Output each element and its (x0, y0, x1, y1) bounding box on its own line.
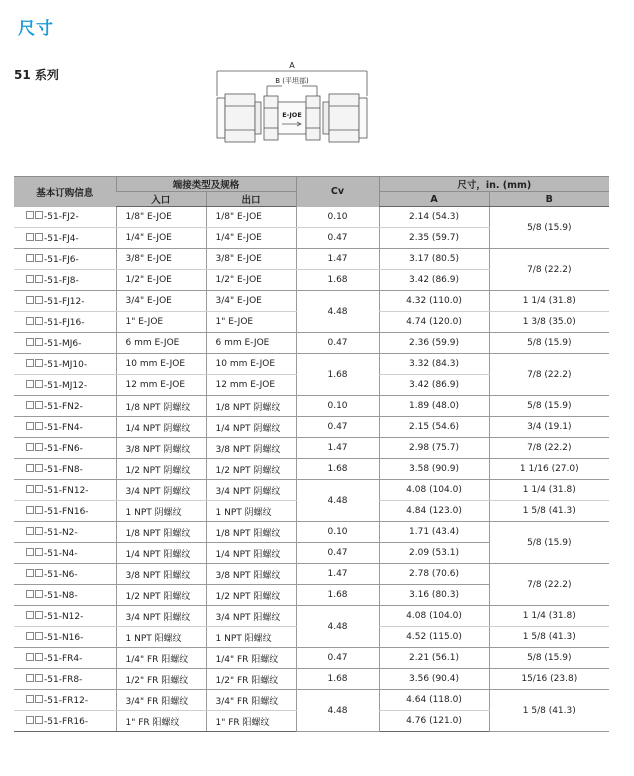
inlet-cell: 1 NPT 阴螺纹 (116, 501, 206, 522)
inlet-cell: 1/4 NPT 阳螺纹 (116, 543, 206, 564)
inlet-cell: 1 NPT 阳螺纹 (116, 627, 206, 648)
order-code: -51-FJ6- (44, 254, 79, 265)
dimension-b-cell: 1 5/8 (41.3) (489, 627, 609, 648)
dimension-a-cell: 4.76 (121.0) (379, 711, 489, 732)
dimension-b-cell: 7/8 (22.2) (489, 354, 609, 396)
outlet-cell: 1/2" FR 阳螺纹 (206, 669, 296, 690)
placeholder-box-icon (35, 590, 43, 598)
placeholder-box-icon (26, 695, 34, 703)
inlet-cell: 1/8 NPT 阴螺纹 (116, 396, 206, 417)
series-heading: 51 系列 (14, 68, 59, 82)
order-code: -51-N2- (44, 527, 78, 538)
inlet-cell: 6 mm E-JOE (116, 333, 206, 354)
dimension-b-cell: 1 1/4 (31.8) (489, 606, 609, 627)
order-code: -51-FR12- (44, 695, 89, 706)
order-code: -51-FR4- (44, 653, 83, 664)
placeholder-box-icon (26, 317, 34, 325)
inlet-cell: 3/8" E-JOE (116, 249, 206, 270)
placeholder-box-icon (26, 254, 34, 262)
placeholder-box-icon (26, 211, 34, 219)
dimension-b-cell: 1 1/4 (31.8) (489, 291, 609, 312)
order-code-cell (14, 333, 116, 354)
order-code-cell (14, 564, 116, 585)
placeholder-box-icon (26, 674, 34, 682)
dimension-a-cell: 4.08 (104.0) (379, 480, 489, 501)
placeholder-box-icon (35, 211, 43, 219)
header-end-connection: 端接类型及规格 (116, 177, 296, 192)
header-outlet: 出口 (206, 192, 296, 207)
cv-cell: 1.68 (296, 459, 379, 480)
table-row (14, 438, 609, 459)
header-order-info: 基本订购信息 (14, 177, 116, 207)
dimension-b-label: B (平坦部) (275, 77, 309, 85)
dimension-b-cell: 1 5/8 (41.3) (489, 690, 609, 732)
placeholder-box-icon (35, 422, 43, 430)
placeholder-box-icon (26, 506, 34, 514)
order-code-cell (14, 228, 116, 249)
inlet-cell: 1/4 NPT 阴螺纹 (116, 417, 206, 438)
order-code-cell (14, 396, 116, 417)
placeholder-box-icon (26, 464, 34, 472)
dimension-b-cell: 5/8 (15.9) (489, 396, 609, 417)
cv-cell: 1.68 (296, 585, 379, 606)
placeholder-box-icon (35, 611, 43, 619)
cv-cell: 1.47 (296, 438, 379, 459)
cv-cell: 4.48 (296, 606, 379, 648)
placeholder-box-icon (35, 695, 43, 703)
outlet-cell: 10 mm E-JOE (206, 354, 296, 375)
dimension-b-cell: 15/16 (23.8) (489, 669, 609, 690)
dimension-a-label: A (289, 61, 295, 70)
dimension-b-cell: 5/8 (15.9) (489, 648, 609, 669)
order-code: -51-FJ4- (44, 233, 79, 244)
header-inlet: 入口 (116, 192, 206, 207)
table-row (14, 207, 609, 228)
cv-cell: 0.47 (296, 333, 379, 354)
cv-cell: 4.48 (296, 480, 379, 522)
order-code: -51-FJ12- (44, 296, 85, 307)
outlet-cell: 1/8 NPT 阴螺纹 (206, 396, 296, 417)
placeholder-box-icon (35, 527, 43, 535)
cv-cell: 1.47 (296, 564, 379, 585)
dimension-a-cell: 2.09 (53.1) (379, 543, 489, 564)
order-code: -51-N6- (44, 569, 78, 580)
order-code: -51-FN16- (44, 506, 89, 517)
order-code-cell (14, 627, 116, 648)
order-code-cell (14, 417, 116, 438)
placeholder-box-icon (26, 485, 34, 493)
inlet-cell: 1/8 NPT 阳螺纹 (116, 522, 206, 543)
dimension-a-cell: 3.58 (90.9) (379, 459, 489, 480)
inlet-cell: 12 mm E-JOE (116, 375, 206, 396)
placeholder-box-icon (35, 233, 43, 241)
table-row (14, 564, 609, 585)
cv-cell: 1.47 (296, 249, 379, 270)
order-code: -51-N4- (44, 548, 78, 559)
dimension-a-cell: 2.35 (59.7) (379, 228, 489, 249)
table-row (14, 417, 609, 438)
dimension-b-cell: 1 1/16 (27.0) (489, 459, 609, 480)
page-title: 尺寸 (18, 19, 54, 39)
order-code: -51-FR16- (44, 716, 89, 727)
header-cv: Cv (296, 177, 379, 207)
dimension-b-cell: 5/8 (15.9) (489, 522, 609, 564)
order-code-cell (14, 312, 116, 333)
order-code: -51-FN2- (44, 401, 83, 412)
dimension-a-cell: 1.71 (43.4) (379, 522, 489, 543)
dimension-a-cell: 4.84 (123.0) (379, 501, 489, 522)
order-code-cell (14, 501, 116, 522)
inlet-cell: 1" FR 阳螺纹 (116, 711, 206, 732)
cv-cell: 4.48 (296, 291, 379, 333)
placeholder-box-icon (26, 527, 34, 535)
placeholder-box-icon (35, 401, 43, 409)
dimension-a-cell: 2.15 (54.6) (379, 417, 489, 438)
dimension-b-cell: 1 3/8 (35.0) (489, 312, 609, 333)
table-row (14, 249, 609, 270)
order-code: -51-FJ16- (44, 317, 85, 328)
placeholder-box-icon (26, 632, 34, 640)
order-code: -51-N8- (44, 590, 78, 601)
order-code-cell (14, 648, 116, 669)
placeholder-box-icon (26, 653, 34, 661)
cv-cell: 0.10 (296, 522, 379, 543)
order-code: -51-FN12- (44, 485, 89, 496)
order-code: -51-FN4- (44, 422, 83, 433)
dimension-b-cell: 3/4 (19.1) (489, 417, 609, 438)
outlet-cell: 3/8 NPT 阳螺纹 (206, 564, 296, 585)
outlet-cell: 1/8 NPT 阳螺纹 (206, 522, 296, 543)
outlet-cell: 1/4 NPT 阳螺纹 (206, 543, 296, 564)
placeholder-box-icon (35, 569, 43, 577)
dimension-a-cell: 3.42 (86.9) (379, 270, 489, 291)
inlet-cell: 3/4" FR 阳螺纹 (116, 690, 206, 711)
table-row (14, 480, 609, 501)
placeholder-box-icon (35, 674, 43, 682)
inlet-cell: 1/2 NPT 阳螺纹 (116, 585, 206, 606)
inlet-cell: 3/4" E-JOE (116, 291, 206, 312)
dimension-b-cell: 7/8 (22.2) (489, 438, 609, 459)
placeholder-box-icon (26, 380, 34, 388)
dimension-b-cell: 7/8 (22.2) (489, 564, 609, 606)
placeholder-box-icon (35, 632, 43, 640)
placeholder-box-icon (26, 338, 34, 346)
inlet-cell: 1/2" FR 阳螺纹 (116, 669, 206, 690)
table-row (14, 648, 609, 669)
inlet-cell: 1/8" E-JOE (116, 207, 206, 228)
table-row (14, 396, 609, 417)
placeholder-box-icon (26, 611, 34, 619)
dimension-a-cell: 2.14 (54.3) (379, 207, 489, 228)
dimension-a-cell: 1.89 (48.0) (379, 396, 489, 417)
order-code: -51-MJ12- (44, 380, 88, 391)
cv-cell: 1.68 (296, 270, 379, 291)
outlet-cell: 12 mm E-JOE (206, 375, 296, 396)
order-code: -51-FN8- (44, 464, 83, 475)
table-row (14, 690, 609, 711)
outlet-cell: 3/4 NPT 阳螺纹 (206, 606, 296, 627)
order-code-cell (14, 585, 116, 606)
cv-cell: 0.47 (296, 228, 379, 249)
order-code-cell (14, 291, 116, 312)
outlet-cell: 1" FR 阳螺纹 (206, 711, 296, 732)
placeholder-box-icon (35, 317, 43, 325)
order-code-cell (14, 207, 116, 228)
placeholder-box-icon (35, 443, 43, 451)
cv-cell: 1.68 (296, 354, 379, 396)
order-code: -51-MJ10- (44, 359, 88, 370)
cv-cell: 0.47 (296, 417, 379, 438)
table-row (14, 291, 609, 312)
outlet-cell: 1/2 NPT 阳螺纹 (206, 585, 296, 606)
placeholder-box-icon (26, 422, 34, 430)
dimension-a-cell: 3.56 (90.4) (379, 669, 489, 690)
placeholder-box-icon (26, 443, 34, 451)
cv-cell: 0.10 (296, 207, 379, 228)
table-row (14, 522, 609, 543)
table-row (14, 459, 609, 480)
cv-cell: 4.48 (296, 690, 379, 732)
header-a: A (379, 192, 489, 207)
inlet-cell: 3/4 NPT 阴螺纹 (116, 480, 206, 501)
inlet-cell: 10 mm E-JOE (116, 354, 206, 375)
order-code-cell (14, 606, 116, 627)
order-code: -51-N12- (44, 611, 84, 622)
order-code: -51-FJ2- (44, 212, 79, 223)
placeholder-box-icon (35, 359, 43, 367)
dimension-b-cell: 1 5/8 (41.3) (489, 501, 609, 522)
outlet-cell: 3/8 NPT 阴螺纹 (206, 438, 296, 459)
order-code-cell (14, 669, 116, 690)
placeholder-box-icon (35, 506, 43, 514)
inlet-cell: 1/4" E-JOE (116, 228, 206, 249)
inlet-cell: 3/8 NPT 阴螺纹 (116, 438, 206, 459)
table-row (14, 354, 609, 375)
placeholder-box-icon (35, 338, 43, 346)
order-code-cell (14, 459, 116, 480)
order-code: -51-N16- (44, 632, 84, 643)
cv-cell: 0.47 (296, 648, 379, 669)
outlet-cell: 1" E-JOE (206, 312, 296, 333)
outlet-cell: 1/2" E-JOE (206, 270, 296, 291)
dimension-a-cell: 4.32 (110.0) (379, 291, 489, 312)
dimension-a-cell: 4.64 (118.0) (379, 690, 489, 711)
order-code-cell (14, 249, 116, 270)
placeholder-box-icon (35, 380, 43, 388)
dimension-a-cell: 2.36 (59.9) (379, 333, 489, 354)
inlet-cell: 3/4 NPT 阳螺纹 (116, 606, 206, 627)
outlet-cell: 3/4" E-JOE (206, 291, 296, 312)
order-code-cell (14, 543, 116, 564)
outlet-cell: 1/2 NPT 阴螺纹 (206, 459, 296, 480)
placeholder-box-icon (26, 233, 34, 241)
dimension-a-cell: 3.17 (80.5) (379, 249, 489, 270)
dimension-a-cell: 2.78 (70.6) (379, 564, 489, 585)
order-code-cell (14, 438, 116, 459)
dimension-a-cell: 4.52 (115.0) (379, 627, 489, 648)
inlet-cell: 1" E-JOE (116, 312, 206, 333)
order-code-cell (14, 354, 116, 375)
body-marking: E-JOE (282, 111, 302, 119)
outlet-cell: 1/4 NPT 阴螺纹 (206, 417, 296, 438)
dimension-a-cell: 3.16 (80.3) (379, 585, 489, 606)
cv-cell: 1.68 (296, 669, 379, 690)
cv-cell: 0.10 (296, 396, 379, 417)
dimension-a-cell: 4.08 (104.0) (379, 606, 489, 627)
placeholder-box-icon (35, 296, 43, 304)
order-code: -51-FR8- (44, 674, 83, 685)
dimension-b-cell: 5/8 (15.9) (489, 207, 609, 249)
inlet-cell: 1/2" E-JOE (116, 270, 206, 291)
outlet-cell: 1/4" E-JOE (206, 228, 296, 249)
cv-cell: 0.47 (296, 543, 379, 564)
placeholder-box-icon (26, 296, 34, 304)
placeholder-box-icon (26, 548, 34, 556)
placeholder-box-icon (35, 485, 43, 493)
table-row (14, 669, 609, 690)
placeholder-box-icon (26, 590, 34, 598)
placeholder-box-icon (26, 275, 34, 283)
table-row (14, 606, 609, 627)
inlet-cell: 1/4" FR 阳螺纹 (116, 648, 206, 669)
order-code: -51-MJ6- (44, 338, 82, 349)
order-code: -51-FN6- (44, 443, 83, 454)
outlet-cell: 1/8" E-JOE (206, 207, 296, 228)
dimension-a-cell: 3.32 (84.3) (379, 354, 489, 375)
dimension-b-cell: 1 1/4 (31.8) (489, 480, 609, 501)
dimensions-table (14, 176, 609, 732)
check-valve-diagram (212, 56, 372, 156)
outlet-cell: 1 NPT 阴螺纹 (206, 501, 296, 522)
outlet-cell: 3/4" FR 阳螺纹 (206, 690, 296, 711)
order-code-cell (14, 480, 116, 501)
placeholder-box-icon (26, 359, 34, 367)
placeholder-box-icon (26, 716, 34, 724)
dimension-b-cell: 7/8 (22.2) (489, 249, 609, 291)
placeholder-box-icon (35, 464, 43, 472)
table-row (14, 333, 609, 354)
outlet-cell: 3/4 NPT 阴螺纹 (206, 480, 296, 501)
dimension-a-cell: 3.42 (86.9) (379, 375, 489, 396)
order-code-cell (14, 522, 116, 543)
order-code: -51-FJ8- (44, 275, 79, 286)
placeholder-box-icon (35, 275, 43, 283)
placeholder-box-icon (26, 569, 34, 577)
placeholder-box-icon (26, 401, 34, 409)
dimension-a-cell: 2.98 (75.7) (379, 438, 489, 459)
placeholder-box-icon (35, 716, 43, 724)
dimension-a-cell: 2.21 (56.1) (379, 648, 489, 669)
order-code-cell (14, 375, 116, 396)
inlet-cell: 1/2 NPT 阴螺纹 (116, 459, 206, 480)
header-b: B (489, 192, 609, 207)
outlet-cell: 1/4" FR 阳螺纹 (206, 648, 296, 669)
outlet-cell: 1 NPT 阳螺纹 (206, 627, 296, 648)
placeholder-box-icon (35, 653, 43, 661)
dimension-b-cell: 5/8 (15.9) (489, 333, 609, 354)
dimension-a-cell: 4.74 (120.0) (379, 312, 489, 333)
outlet-cell: 6 mm E-JOE (206, 333, 296, 354)
order-code-cell (14, 711, 116, 732)
outlet-cell: 3/8" E-JOE (206, 249, 296, 270)
placeholder-box-icon (35, 254, 43, 262)
order-code-cell (14, 270, 116, 291)
inlet-cell: 3/8 NPT 阳螺纹 (116, 564, 206, 585)
placeholder-box-icon (35, 548, 43, 556)
header-dimensions: 尺寸，in. (mm) (379, 177, 609, 192)
order-code-cell (14, 690, 116, 711)
